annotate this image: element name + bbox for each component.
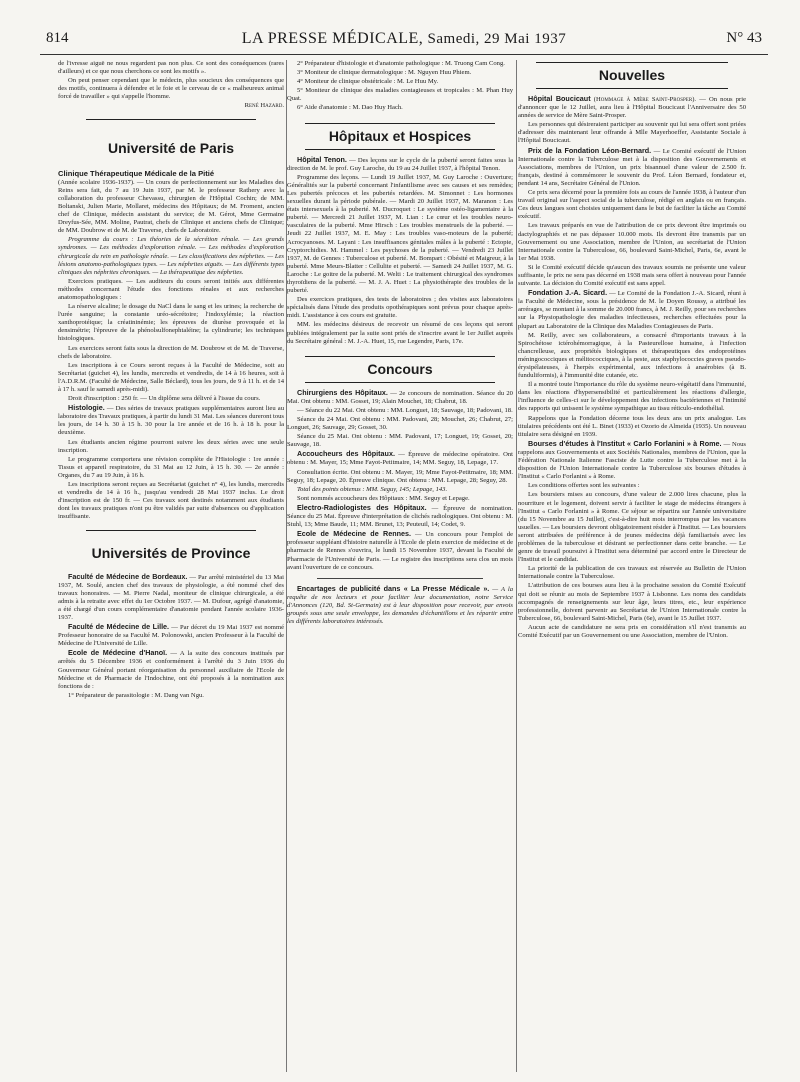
list-item: 4° Moniteur de clinique obstétricale : M. Le Huu My. [297,78,439,86]
subheading-encartages: Encartages de publicité dans « La Presse Médicale ». [297,583,490,593]
section-title-province: Universités de Province [91,544,251,561]
subheading-boucicaut-sub: (Hommage à Mère Saint-Prosper). [593,96,697,103]
subheading-boucicaut: Hôpital Boucicaut [528,94,591,103]
paragraph: Droit d'inscription : 250 fr. — Un diplôme sera délivré à l'issue du cours. [68,395,261,403]
paragraph: Les personnes qui désireraient participer au souvenir qui lui sera offert sont priées d'adresser dès maintenant leur offrande à Mlle Mayerhoeffer, Assistante Sociale à l'Hôpital Boucicaut. [518,121,746,145]
section-frame [305,123,495,150]
paragraph: — Épreuve de médecine opératoire. Ont obtenu : M. Mayer, 15; Mme Fayot-Petitmaire, 14; MM. Seguy, 18, Lepage, 17. [287,451,513,467]
paragraph: Sont nommés accoucheurs des Hôpitaux : MM. Seguy et Lepage. [297,494,470,502]
list-item: 3° Moniteur de clinique dermatologique : M. Nguyen Huu Phiem. [297,69,472,77]
paragraph: Il a montré toute l'importance du rôle du système neuro-végétatif dans l'immunité, dans les réactions d'hypersensibilité et particulièrement les réactions d'allergie, l'influence de celles-ci sur le développement des infections bactériennes et l'intimité des rapports qui unissent le système sympathique au tissu réticulo-endothélial. [518,381,746,413]
issue-number: N° 43 [726,30,762,46]
subheading-hanoi: Ecole de Médecine d'Hanoï. [68,648,168,658]
paragraph: Les étudiants ancien régime pourront suivre les deux séries avec une seule inscription. [58,438,284,454]
paragraph: (Année scolaire 1936-1937). — Un cours de perfectionnement sur les Maladies des Reins sera fait, du 7 au 19 Juin 1937, par M. le professeur Rathery avec la collaboration du professeur Chevassu, chirurgien de l'Hôpital Cochin; de MM. Boltanski, Julien Marie, Mollaret, médecins des Hôpitaux; de M. Froment, ancien chef de Clinique, médecin assistant du service; de M. Gérot, Mme Germaine Dreyfus-Sée, MM. Moline, Pautrat, chefs de Clinique et anciens chefs de Clinique; de MM. Doubrow et de M. de Traverse, chefs de Laboratoire. [58,178,284,235]
paragraph: Les exercices seront faits sous la direction de M. Doubrow et de M. de Traverse, chefs de laboratoire. [58,344,284,360]
paragraph: Des exercices pratiques, des tests de laboratoires ; des visites aux laboratoires spécialisés dans l'étude des produits opothérapiques sont prévus pour chaque après-midi. L'assistance à ces cours est gratuite. [287,296,513,320]
paragraph: — Un concours pour l'emploi de professeur suppléant d'histoire naturelle à l'Ecole de plein exercice de médecine et de pharmacie de Rennes s'ouvrira, le lundi 15 Novembre 1937, devant la Faculté de Pharmacie de l'Université de Paris. — Le registre des inscriptions sera clos un mois avant l'ouverture de ce concours. [287,531,513,571]
subheading-accoucheurs: Accoucheurs des Hôpitaux. [297,449,395,459]
paragraph: — Des leçons sur le cycle de la puberté seront faites sous la direction de M. le prof. Guy Laroche, du 19 au 24 Juillet 1937, à l'hôpital Tenon. [287,156,513,172]
subheading-rennes: Ecole de Médecine de Rennes. [297,529,411,539]
paragraph: Exercices pratiques. — Les auditeurs du cours seront initiés aux différentes méthodes concernant l'étude des fonctions rénales et aux recherches anatomopathologiques : [58,277,284,301]
paragraph: Aucun acte de candidature ne sera pris en considération s'il n'est transmis au Comité Exécutif par un Gouvernement ou une Association, membre de l'Union. [518,623,746,639]
paragraph: On peut penser cependant que le médecin, plus soucieux des conséquences que des motifs, continuera à défendre et le foie et le cerveau de ce « malheureux animal forcé de travailler » qui s'appelle l'homme. [58,77,284,101]
paragraph: Rappelons que la Fondation décerne tous les deux ans un prix analogue. Les titulaires précédents ont été L. Binet (1933) et Ozorio de Almeida (1935). Un nouveau titulaire sera désigné en 1939. [518,414,746,438]
signature: René Hazard. [244,102,284,110]
section-rule [317,578,483,579]
paragraph: — Séance du 22 Mai. Ont obtenu : MM. Longuet, 18; Sauvage, 18; Padovani, 18. [297,406,513,414]
paragraph: M. Reilly, avec ses collaborateurs, a consacré d'importants travaux à la Spirochétose ictérohémorragique, à la Pasteurellose humaine, à l'infection chancrelleuse, aux propriétés biologiques et thérapeutiques des endoprotéines méningococciques et mélitococciques, à la peste, aux staphylococcies graves pseudo-érysipélateuses, à l'herpès expérimental, aux infections à anaérobies (à B. funduliformis), à l'immunité dite cutanée, etc. [518,331,746,380]
subheading-histologie: Histologie. [68,403,105,413]
section-frame [536,62,728,89]
list-item: 1° Préparateur de parasitologie : M. Dang van Ngu. [68,691,204,699]
paragraph: La réserve alcaline; le dosage du NaCl dans le sang et les urines; la recherche de l'urée sanguine; la constante uréo-sécrétoire; l'indoxylémie; la réaction xanthoprotéique; la créatininémie; les épreuves de diurèse provoquée et la densimétrie; l'épreuve de la phénolsulfonephtaléine; la cylindrurie; les techniques histologiques. [58,303,284,343]
issue-date: Samedi, 29 Mai 1937 [427,31,567,47]
paragraph: — A la suite des concours institués par arrêtés du 5 Décembre 1936 et conformément à l'arrêté du 3 Juin 1936 du Gouverneur Général portant réorganisation du personnel auxiliaire de l'Ecole de Médecine et de Pharmacie de l'Indochine, ont été proposés à la nomination aux fonctions de : [58,650,284,690]
paragraph: — On nous prie d'annoncer que le 12 Juillet, aura lieu à l'Hôpital Boucicaut l'Anniversaire des 50 années de service de Mère Saint-Prosper. [518,96,746,120]
section-title-nouvelles: Nouvelles [598,67,666,83]
subheading-pitie: Clinique Thérapeutique Médicale de la Pitié [58,168,215,178]
section-rule [86,119,256,120]
page-number: 814 [46,30,69,46]
column-divider [516,60,517,1072]
column-middle [287,60,513,1074]
subheading-bordeaux: Faculté de Médecine de Bordeaux. [68,571,188,581]
paragraph: La priorité de la publication de ces travaux est réservée au Bulletin de l'Union Internationale contre la Tuberculose. [518,565,746,581]
subheading-electro: Electro-Radiologistes des Hôpitaux. [297,502,427,512]
paragraph: Programme des leçons. — Lundi 19 Juillet 1937, M. Guy Laroche : Ouverture; Généralités sur la puberté concernant l'infantilisme avec ses causes et ses remèdes; Les pubertés précoces et les pubertés retardées. M. Simonnet : Les hormones sexuelles durant la période pubérale. — Mardi 20 Juillet 1937, M. Maranon : Les états intersexuels à la puberté. M. Ducroquet : Le système ostéo-ligamentaire à la puberté. — Mercredi 21 Juillet 1937, M. Lian : Le cœur et les troubles neuro-vasculaires de la puberté. Mme Hirsch : Les troubles menstruels de la puberté. — Jeudi 22 Juillet 1937, M. E. May : Les troubles vaso-moteurs de la puberté; Acrocyanoses. M. Layani : Les insuffisances génitales mâles à la puberté : Ectopie, Cryptorchidies. M. Hammel : Les psychoses de la puberté. — Vendredi 23 Juillet 1937, M. de Gennes : Tuberculose et puberté. M. Bompart : Obésité et Maigreur, à la puberté. Mme Meurs-Blatter : Cellulite et puberté. — Samedi 24 Juillet 1937, M. G. Laroche : Le goitre de la puberté. M. Welti : Le traitement chirurgical des syndromes thyroïdiens de la puberté. — M. J. A. Huet : La physiothérapie des troubles de la puberté. [287,173,513,295]
subheading-sicard: Fondation J.-A. Sicard. [528,288,608,298]
paragraph: — Des séries de travaux pratiques supplémentaires auront lieu au laboratoire des Travaux pratiques, à partir du lundi 31 Mai. Les séances dureront tous les jours, de 14 h. 30 à 15 h. 30 pour la 1re année et de 16 h. à 18 h. pour la deuxième. [58,405,284,437]
paragraph: Séance du 24 Mai. Ont obtenu : MM. Padovani, 28; Mouchet, 26; Chabrut, 27; Longuet, 26; Sauvage, 29; Gosset, 30. [287,416,513,432]
paragraph: Total des points obtenus : MM. Seguy, 145; Lepage, 143. [297,485,448,493]
subheading-tenon: Hôpital Tenon. [297,154,347,164]
paragraph: Les inscriptions seront reçues au Secrétariat (guichet n° 4), les lundis, mercredis et vendredis de 14 à 16 h., jusqu'au vendredi 28 Mai 1937 inclus. Le droit d'inscription est de 150 fr. — Ces travaux sont destinés notamment aux étudiants dont les travaux pratiques n'ont pu être validés par suite d'absences ou d'application insuffisante. [58,481,284,521]
paragraph: de l'ivresse aiguë ne nous regardent pas non plus. Ce sont des conséquences (rares d'ailleurs) et ce que nous cherchons ce sont les motifs ». [58,60,284,76]
paragraph: — Le Comité exécutif de l'Union Internationale contre la Tuberculose met à la disposition des Gouvernements et Associations, membres de l'Union, un prix bisannuel d'une valeur de 2.500 fr. français, destiné à commémorer le souvenir du Prof. Léon Bernard, fondateur et, pendant 14 ans, Secrétaire Général de l'Union. [518,147,746,187]
paragraph: Ce prix sera décerné pour la première fois au cours de l'année 1938, à l'auteur d'un travail original sur l'aspect social de la tuberculose, rédigé en anglais ou en français. Ces deux langues sont choisies uniquement dans le but de faciliter la tâche au Comité exécutif. [518,189,746,221]
paragraph: — Épreuve de nomination. Séance du 25 Mai. Épreuve d'interprétation de clichés radiologiques. Ont obtenu : M. Stuhl, 13; Mme Baude, 11; MM. Brunet, 13; Peuteuil, 14; Codet, 9. [287,504,513,529]
section-title-concours: Concours [367,360,433,377]
subheading-bourses: Bourses d'études à l'Institut « Carlo Forlanini » à Rome. [528,438,722,448]
subheading-lille: Faculté de Médecine de Lille. [68,622,170,632]
paragraph: MM. les médecins désireux de recevoir un résumé de ces leçons qui seront publiées intégralement par la suite sont priés de s'inscrire avant le 1er Juillet auprès du Secrétaire général : M. J.-A. Huet, 15, rue Legendre, Paris, 17e. [287,321,513,345]
list-item: 5° Moniteur de clinique des maladies contagieuses et tropicales : M. Phan Huy Quat. [287,87,513,103]
paragraph: Les conditions offertes sont les suivantes : [528,482,640,490]
list-item: 6° Aide d'anatomie : M. Dao Huy Hach. [297,104,403,112]
column-right [518,60,746,1074]
section-rule [86,530,256,531]
section-title-hopitaux: Hôpitaux et Hospices [328,127,472,144]
subheading-chirurgiens: Chirurgiens des Hôpitaux. [297,387,388,397]
page-header [40,28,768,55]
paragraph: Si le Comité exécutif décide qu'aucun des travaux soumis ne présente une valeur suffisante, le prix ne sera pas décerné en 1938 mais sera offert à nouveau pour l'année suivante. La décision du Comité exécutif est sans appel. [518,263,746,288]
paragraph: — A la requête de nos lecteurs et pour faciliter leur documentation, notre Service d'Annonces (120, Bd. St-Germain) est à leur disposition pour recevoir, par envois groupés sous une seule enveloppe, les demandes d'échantillons et les répartir entre les différents laboratoires intéressés. [287,585,513,626]
section-title-paris: Université de Paris [107,139,235,156]
list-item: 2° Préparateur d'histologie et d'anatomie pathologique : M. Truong Cam Cong. [297,60,505,67]
column-left [58,60,284,1074]
paragraph: — 2e concours de nomination. Séance du 20 Mai. Ont obtenu : MM. Gosset, 19; Alain Mouchet, 18; Chabrut, 18. [287,389,513,405]
paragraph: Le programme comportera une révision complète de l'Histologie : 1re année : Tissus et appareil respiratoire, du 31 Mai au 12 Juin, à 15 h. 30. — 2e année : Organes, du 7 au 19 Juin, à 16 h. [58,455,284,479]
journal-title: LA PRESSE MÉDICALE, Samedi, 29 Mai 1937 [241,30,567,47]
paragraph: Les inscriptions à ce Cours seront reçues à la Faculté de Médecine, soit au Secrétariat (guichet 4), les lundis, mercredis et vendredis, de 14 à 16 heures, soit à l'A.D.R.M. (Faculté de Médecine, Salle Béclard), tous les jours, de 9 à 11 h. et de 14 à 17 h. sauf le samedi après-midi). [58,361,284,393]
paragraph: Séance du 25 Mai. Ont obtenu : MM. Padovani, 17; Longuet, 19; Gosset, 20; Sauvage, 18. [287,433,513,449]
paragraph: Les boursiers mises au concours, d'une valeur de 2.000 lires chacune, plus la nourriture et le logement, doivent servir à faciliter le stage de médecins étrangers à l'Institut « Carlo Forlanini » à Rome. Ce séjour se répartira sur l'année universitaire (du 15 Novembre au 15 Juillet), c'est-à-dire huit mois interrompus par les vacances usuelles. — Les boursiers devront obligatoirement résider à l'Institut. — Les boursiers seront attribuées de préférence à de jeunes médecins déjà familiarisés avec les problèmes de la tuberculose et désirant se perfectionner dans cette branche. — Le genre de travail poursuivi à l'Institut sera déterminé par accord entre le Directeur de l'Institut et le candidat. [518,491,746,564]
subheading-leon-bernard: Prix de la Fondation Léon-Bernard. [528,145,652,155]
paragraph: — Le Comité de la Fondation J.-A. Sicard, réuni à la Faculté de Médecine, sous la présidence de M. le Doyen Roussy, a attribué les arrérages, se montant à la somme de 20.000 francs, à M. J. Reilly, pour ses recherches sur la Physiopathologie des maladies infectieuses, recherches effectuées pour la plupart au Laboratoire de la Clinique des Maladies Contagieuses de Paris. [518,290,746,330]
section-frame [305,356,495,383]
paragraph: Programme du cours : Les théories de la sécrétion rénale. — Les grands syndromes. — Les méthodes d'exploration rénale. — Les méthodes d'exploration chirurgicale du rein en pathologie rénale. — Les classifications des néphrites. — Les lésions anatomo-pathologiques types. — Les néphrites aiguës. — Les différents types cliniques des néphrites chroniques. — La thérapeutique des néphrites. [58,236,284,276]
paragraph: Consultation écrite. Ont obtenu : M. Mayer, 19; Mme Fayot-Petitmaire, 18; MM. Seguy, 18; Lepage, 20. Épreuve clinique. Ont obtenu : MM. Lepage, 28; Seguy, 28. [287,468,513,484]
paragraph: Les travaux préparés en vue de l'attribution de ce prix devront être imprimés ou dactylographiés et ne pas dépasser 10.000 mots. Ils devront être transmis par un Gouvernement ou une Association, membre de l'Union, au secrétariat de l'Union Internationale contre la Tuberculose, 66, boulevard Saint-Michel, Paris, 6e, avant le 1er Mai 1938. [518,222,746,262]
paragraph: — Par arrêté ministériel du 13 Mai 1937, M. Soulé, ancien chef des travaux de physiologie, a été nommé chef des travaux honoraires. — M. Pierre Nadal, moniteur de clinique chirurgicale, a été admis à la retraite avec effet du 1er Octobre 1937. — M. Dufour, agrégé d'anatomie, a été chargé d'un cours complémentaire d'anatomie pendant l'année scolaire 1936-1937. [58,573,284,621]
paragraph: L'attribution de ces bourses aura lieu à la prochaine session du Comité Exécutif qui doit se réunir au mois de Septembre 1937 à Lisbonne. Les noms des candidats accompagnés de renseignements sur leur âge, leurs titres, etc., leur expérience professionnelle, doivent parvenir au Secrétariat de l'Union Internationale contre la Tuberculose, 66, boulevard Saint-Michel, Paris (6e), avant le 15 Juillet 1937. [518,582,746,622]
paragraph: — Nous rappelons aux Gouvernements et aux Sociétés Nationales, membres de l'Union, que la Fédération Nationale Italienne Fasciste de Lutte contre la Tuberculose met à la disposition de l'Union Internationale contre la Tuberculose six bourses d'études à l'Institut « Carlo Forlanini » à Rome. [518,440,746,481]
paragraph: — Par décret du 19 Mai 1937 est nommé Professeur honoraire de sa Faculté M. Polonowski, ancien Professeur à la Faculté de Médecine de l'Université de Lille. [58,624,284,648]
